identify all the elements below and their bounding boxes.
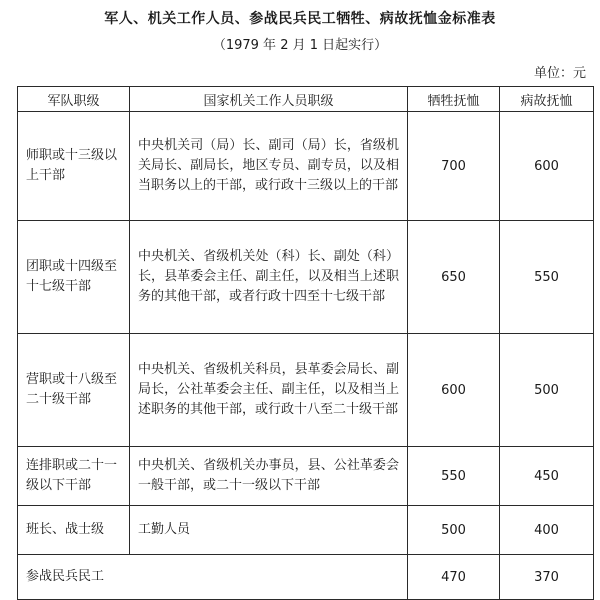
header-military-rank: 军队职级: [18, 87, 130, 112]
illness-amount-cell: 400: [500, 506, 594, 555]
illness-amount-cell: 500: [500, 334, 594, 447]
civil-rank-cell: 中央机关、省级机关处（科）长、副处（科）长，县革委会主任、副主任，以及相当上述职务的其他干部，或者行政十四至十七级干部: [130, 221, 408, 334]
table-row: [18, 334, 594, 447]
illness-amount-cell: 450: [500, 447, 594, 506]
table-row: [18, 447, 594, 506]
military-rank-cell: 连排职或二十一级以下干部: [18, 447, 130, 506]
page-title: 军人、机关工作人员、参战民兵民工牺牲、病故抚恤金标准表: [104, 11, 496, 27]
militia-category-cell: 参战民兵民工: [18, 555, 408, 600]
table-row: [18, 506, 594, 555]
table-row: [18, 555, 594, 600]
pension-standard-table: [17, 86, 594, 600]
civil-rank-cell: 中央机关、省级机关科员，县革委会局长、副局长，公社革委会主任、副主任，以及相当上述职务的其他干部，或行政十八至二十级干部: [130, 334, 408, 447]
civil-rank-cell: 工勤人员: [130, 506, 408, 555]
table-row: [18, 112, 594, 221]
civil-rank-cell: 中央机关、省级机关办事员，县、公社革委会一般干部，或二十一级以下干部: [130, 447, 408, 506]
effective-date: （1979 年 2 月 1 日起实行）: [212, 38, 388, 53]
header-sacrifice-pension: 牺牲抚恤: [408, 87, 500, 112]
illness-amount-cell: 370: [500, 555, 594, 600]
sacrifice-amount-cell: 550: [408, 447, 500, 506]
illness-amount-cell: 600: [500, 112, 594, 221]
sacrifice-amount-cell: 500: [408, 506, 500, 555]
military-rank-cell: 班长、战士级: [18, 506, 130, 555]
sacrifice-amount-cell: 700: [408, 112, 500, 221]
sacrifice-amount-cell: 600: [408, 334, 500, 447]
table-header-row: [18, 87, 594, 112]
military-rank-cell: 师职或十三级以上干部: [18, 112, 130, 221]
header-illness-pension: 病故抚恤: [500, 87, 594, 112]
civil-rank-cell: 中央机关司（局）长、副司（局）长，省级机关局长、副局长，地区专员、副专员，以及相当职务以上的干部，或行政十三级以上的干部: [130, 112, 408, 221]
sacrifice-amount-cell: 650: [408, 221, 500, 334]
unit-label: 单位：元: [533, 66, 586, 81]
military-rank-cell: 团职或十四级至十七级干部: [18, 221, 130, 334]
military-rank-cell: 营职或十八级至二十级干部: [18, 334, 130, 447]
table-row: [18, 221, 594, 334]
header-civil-rank: 国家机关工作人员职级: [130, 87, 408, 112]
sacrifice-amount-cell: 470: [408, 555, 500, 600]
illness-amount-cell: 550: [500, 221, 594, 334]
